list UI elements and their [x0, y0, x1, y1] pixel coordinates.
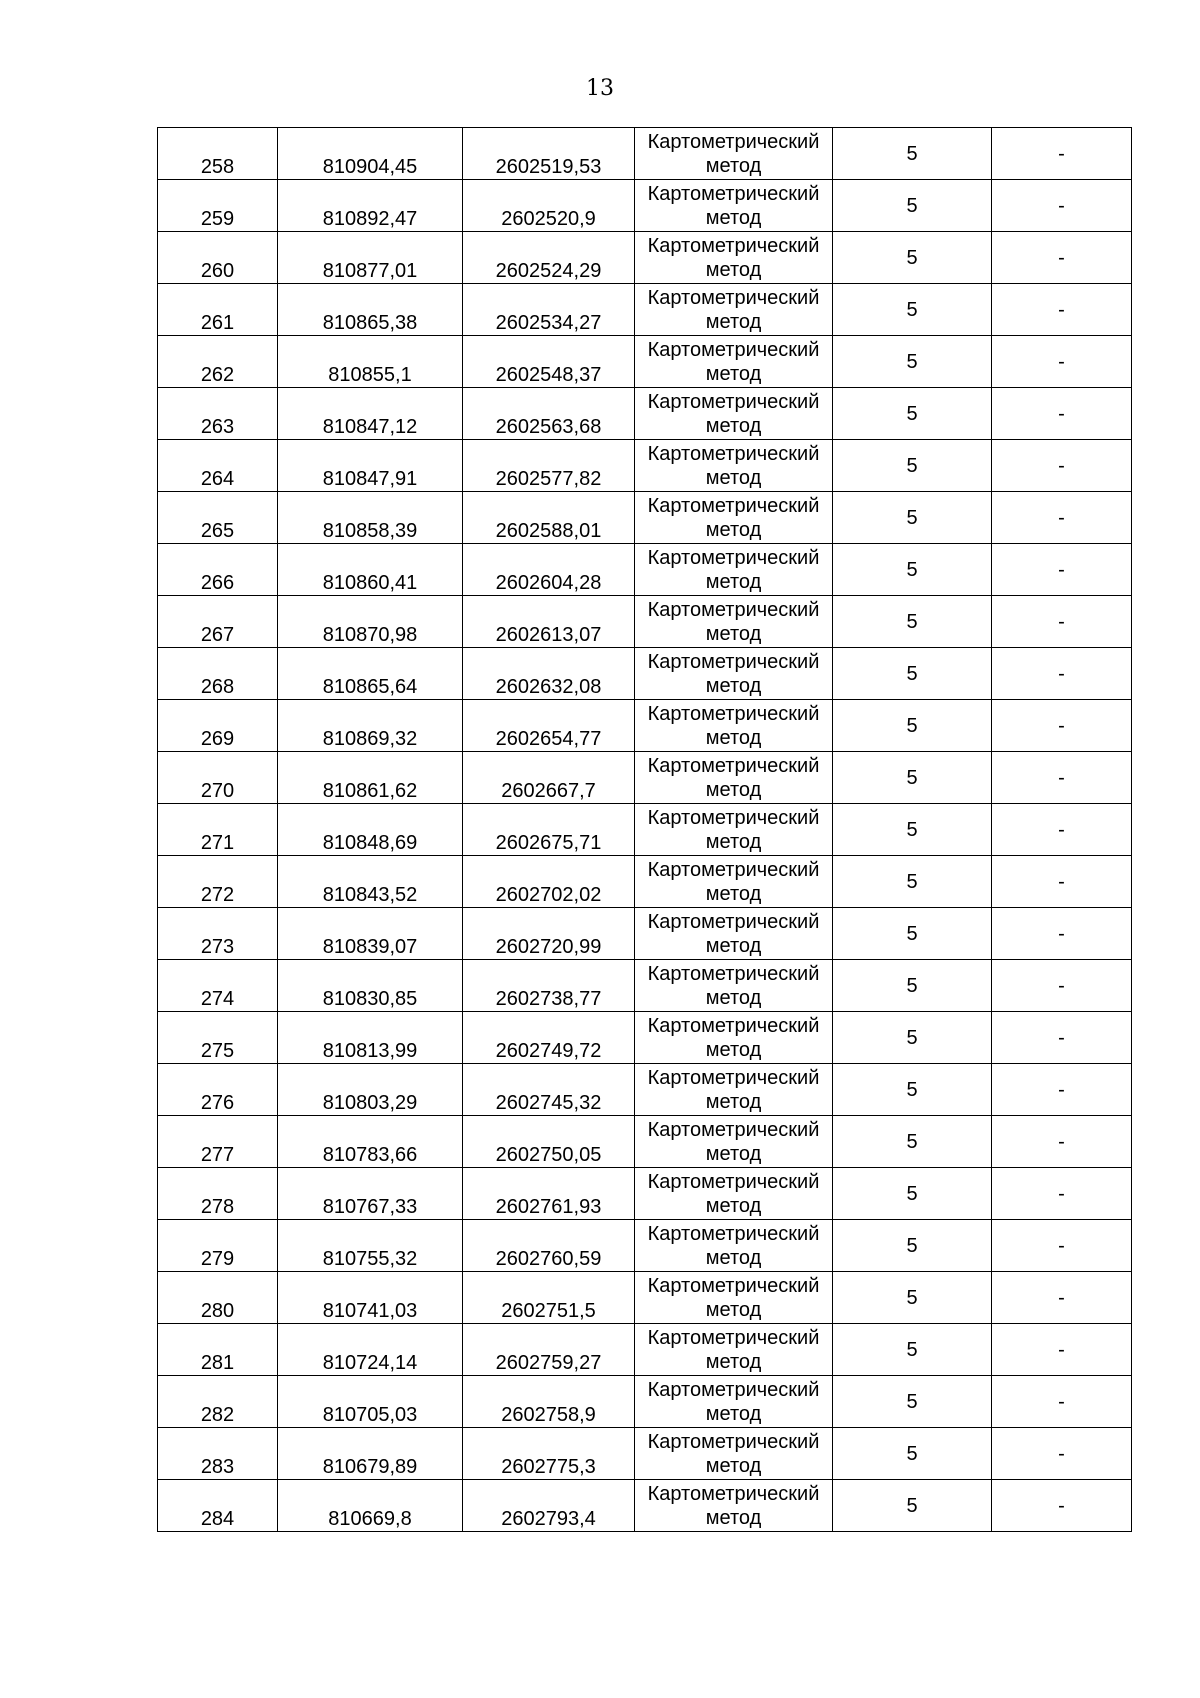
table-row: [158, 1324, 1132, 1376]
method-text: Картометрический: [647, 338, 820, 361]
accuracy-cell: 5: [833, 804, 992, 856]
y-coordinate-cell: 2602548,37: [463, 336, 635, 388]
description-cell: -: [992, 1376, 1132, 1428]
point-number-cell: 262: [158, 336, 278, 388]
description-cell: -: [992, 1428, 1132, 1480]
coordinates-table: [157, 127, 1132, 1532]
coordinates-table-body: [158, 128, 1132, 1532]
table-row: [158, 908, 1132, 960]
method-cell: [635, 1480, 833, 1532]
y-coordinate-cell: 2602751,5: [463, 1272, 635, 1324]
table-row: [158, 1168, 1132, 1220]
accuracy-cell: 5: [833, 1480, 992, 1532]
point-number-cell: 280: [158, 1272, 278, 1324]
description-cell: -: [992, 1064, 1132, 1116]
x-coordinate-cell: 810870,98: [278, 596, 463, 648]
accuracy-cell: 5: [833, 700, 992, 752]
accuracy-cell: 5: [833, 544, 992, 596]
point-number-cell: 272: [158, 856, 278, 908]
table-row: [158, 596, 1132, 648]
x-coordinate-cell: 810803,29: [278, 1064, 463, 1116]
x-coordinate-cell: 810869,32: [278, 700, 463, 752]
x-coordinate-cell: 810847,12: [278, 388, 463, 440]
point-number-cell: 278: [158, 1168, 278, 1220]
table-row: [158, 1064, 1132, 1116]
accuracy-cell: 5: [833, 1064, 992, 1116]
table-row: [158, 1272, 1132, 1324]
table-row: [158, 648, 1132, 700]
x-coordinate-cell: 810724,14: [278, 1324, 463, 1376]
method-text: Картометрический: [647, 130, 820, 153]
method-text: метод: [705, 258, 762, 281]
y-coordinate-cell: 2602758,9: [463, 1376, 635, 1428]
table-row: [158, 1012, 1132, 1064]
point-number-cell: 266: [158, 544, 278, 596]
method-text: метод: [705, 1038, 762, 1061]
method-text: Картометрический: [647, 1482, 820, 1505]
method-text: Картометрический: [647, 546, 820, 569]
y-coordinate-cell: 2602519,53: [463, 128, 635, 180]
method-cell: [635, 1064, 833, 1116]
description-cell: -: [992, 1272, 1132, 1324]
accuracy-cell: 5: [833, 1220, 992, 1272]
description-cell: -: [992, 544, 1132, 596]
point-number-cell: 264: [158, 440, 278, 492]
x-coordinate-cell: 810679,89: [278, 1428, 463, 1480]
method-text: Картометрический: [647, 494, 820, 517]
method-cell: [635, 1428, 833, 1480]
y-coordinate-cell: 2602761,93: [463, 1168, 635, 1220]
method-cell: [635, 492, 833, 544]
y-coordinate-cell: 2602675,71: [463, 804, 635, 856]
method-text: Картометрический: [647, 234, 820, 257]
x-coordinate-cell: 810865,38: [278, 284, 463, 336]
method-text: Картометрический: [647, 442, 820, 465]
point-number-cell: 282: [158, 1376, 278, 1428]
y-coordinate-cell: 2602760,59: [463, 1220, 635, 1272]
description-cell: -: [992, 492, 1132, 544]
point-number-cell: 263: [158, 388, 278, 440]
method-text: Картометрический: [647, 962, 820, 985]
table-row: [158, 232, 1132, 284]
method-text: метод: [705, 830, 762, 853]
accuracy-cell: 5: [833, 1324, 992, 1376]
description-cell: -: [992, 1324, 1132, 1376]
method-text: метод: [705, 1350, 762, 1373]
method-text: метод: [705, 934, 762, 957]
point-number-cell: 270: [158, 752, 278, 804]
description-cell: -: [992, 128, 1132, 180]
description-cell: -: [992, 1220, 1132, 1272]
accuracy-cell: 5: [833, 336, 992, 388]
method-cell: [635, 1376, 833, 1428]
x-coordinate-cell: 810705,03: [278, 1376, 463, 1428]
point-number-cell: 283: [158, 1428, 278, 1480]
method-text: метод: [705, 206, 762, 229]
x-coordinate-cell: 810839,07: [278, 908, 463, 960]
method-text: метод: [705, 674, 762, 697]
description-cell: -: [992, 336, 1132, 388]
method-cell: [635, 648, 833, 700]
y-coordinate-cell: 2602702,02: [463, 856, 635, 908]
y-coordinate-cell: 2602654,77: [463, 700, 635, 752]
method-text: Картометрический: [647, 858, 820, 881]
method-cell: [635, 908, 833, 960]
accuracy-cell: 5: [833, 1012, 992, 1064]
method-text: Картометрический: [647, 1014, 820, 1037]
method-cell: [635, 1116, 833, 1168]
x-coordinate-cell: 810861,62: [278, 752, 463, 804]
method-text: Картометрический: [647, 806, 820, 829]
method-text: Картометрический: [647, 1326, 820, 1349]
table-row: [158, 284, 1132, 336]
accuracy-cell: 5: [833, 908, 992, 960]
accuracy-cell: 5: [833, 752, 992, 804]
x-coordinate-cell: 810858,39: [278, 492, 463, 544]
y-coordinate-cell: 2602520,9: [463, 180, 635, 232]
description-cell: -: [992, 232, 1132, 284]
x-coordinate-cell: 810892,47: [278, 180, 463, 232]
accuracy-cell: 5: [833, 960, 992, 1012]
method-text: Картометрический: [647, 286, 820, 309]
x-coordinate-cell: 810755,32: [278, 1220, 463, 1272]
x-coordinate-cell: 810767,33: [278, 1168, 463, 1220]
method-text: метод: [705, 310, 762, 333]
y-coordinate-cell: 2602524,29: [463, 232, 635, 284]
y-coordinate-cell: 2602775,3: [463, 1428, 635, 1480]
method-text: метод: [705, 1142, 762, 1165]
point-number-cell: 271: [158, 804, 278, 856]
accuracy-cell: 5: [833, 648, 992, 700]
description-cell: -: [992, 804, 1132, 856]
method-cell: [635, 232, 833, 284]
accuracy-cell: 5: [833, 856, 992, 908]
accuracy-cell: 5: [833, 1428, 992, 1480]
table-row: [158, 804, 1132, 856]
point-number-cell: 277: [158, 1116, 278, 1168]
table-row: [158, 1428, 1132, 1480]
point-number-cell: 276: [158, 1064, 278, 1116]
accuracy-cell: 5: [833, 388, 992, 440]
method-cell: [635, 856, 833, 908]
table-row: [158, 1376, 1132, 1428]
description-cell: -: [992, 388, 1132, 440]
x-coordinate-cell: 810865,64: [278, 648, 463, 700]
method-cell: [635, 284, 833, 336]
method-text: метод: [705, 1506, 762, 1529]
description-cell: -: [992, 960, 1132, 1012]
x-coordinate-cell: 810904,45: [278, 128, 463, 180]
x-coordinate-cell: 810813,99: [278, 1012, 463, 1064]
method-text: Картометрический: [647, 182, 820, 205]
method-text: метод: [705, 466, 762, 489]
y-coordinate-cell: 2602738,77: [463, 960, 635, 1012]
point-number-cell: 267: [158, 596, 278, 648]
point-number-cell: 268: [158, 648, 278, 700]
table-row: [158, 1480, 1132, 1532]
method-cell: [635, 1012, 833, 1064]
table-row: [158, 752, 1132, 804]
method-cell: [635, 128, 833, 180]
point-number-cell: 284: [158, 1480, 278, 1532]
method-text: Картометрический: [647, 650, 820, 673]
description-cell: -: [992, 180, 1132, 232]
table-row: [158, 388, 1132, 440]
method-text: Картометрический: [647, 910, 820, 933]
method-text: метод: [705, 882, 762, 905]
y-coordinate-cell: 2602632,08: [463, 648, 635, 700]
x-coordinate-cell: 810848,69: [278, 804, 463, 856]
x-coordinate-cell: 810741,03: [278, 1272, 463, 1324]
point-number-cell: 275: [158, 1012, 278, 1064]
table-row: [158, 544, 1132, 596]
accuracy-cell: 5: [833, 1376, 992, 1428]
y-coordinate-cell: 2602720,99: [463, 908, 635, 960]
y-coordinate-cell: 2602613,07: [463, 596, 635, 648]
description-cell: -: [992, 284, 1132, 336]
method-text: Картометрический: [647, 1378, 820, 1401]
point-number-cell: 273: [158, 908, 278, 960]
method-text: Картометрический: [647, 754, 820, 777]
y-coordinate-cell: 2602563,68: [463, 388, 635, 440]
method-text: метод: [705, 414, 762, 437]
description-cell: -: [992, 1116, 1132, 1168]
method-text: Картометрический: [647, 1222, 820, 1245]
x-coordinate-cell: 810855,1: [278, 336, 463, 388]
point-number-cell: 281: [158, 1324, 278, 1376]
point-number-cell: 258: [158, 128, 278, 180]
method-text: Картометрический: [647, 1274, 820, 1297]
description-cell: -: [992, 908, 1132, 960]
accuracy-cell: 5: [833, 596, 992, 648]
description-cell: -: [992, 1168, 1132, 1220]
y-coordinate-cell: 2602667,7: [463, 752, 635, 804]
table-row: [158, 960, 1132, 1012]
accuracy-cell: 5: [833, 1272, 992, 1324]
accuracy-cell: 5: [833, 284, 992, 336]
method-cell: [635, 752, 833, 804]
accuracy-cell: 5: [833, 492, 992, 544]
method-text: метод: [705, 726, 762, 749]
description-cell: -: [992, 440, 1132, 492]
method-text: метод: [705, 778, 762, 801]
x-coordinate-cell: 810830,85: [278, 960, 463, 1012]
accuracy-cell: 5: [833, 128, 992, 180]
point-number-cell: 260: [158, 232, 278, 284]
table-row: [158, 856, 1132, 908]
description-cell: -: [992, 1480, 1132, 1532]
description-cell: -: [992, 648, 1132, 700]
y-coordinate-cell: 2602604,28: [463, 544, 635, 596]
method-text: Картометрический: [647, 598, 820, 621]
table-row: [158, 440, 1132, 492]
method-text: Картометрический: [647, 702, 820, 725]
point-number-cell: 261: [158, 284, 278, 336]
accuracy-cell: 5: [833, 232, 992, 284]
y-coordinate-cell: 2602749,72: [463, 1012, 635, 1064]
method-text: Картометрический: [647, 1066, 820, 1089]
method-text: метод: [705, 1090, 762, 1113]
method-text: Картометрический: [647, 1170, 820, 1193]
y-coordinate-cell: 2602759,27: [463, 1324, 635, 1376]
method-text: метод: [705, 1298, 762, 1321]
method-text: Картометрический: [647, 1118, 820, 1141]
y-coordinate-cell: 2602745,32: [463, 1064, 635, 1116]
method-cell: [635, 596, 833, 648]
method-text: метод: [705, 1194, 762, 1217]
description-cell: -: [992, 700, 1132, 752]
method-cell: [635, 1324, 833, 1376]
point-number-cell: 269: [158, 700, 278, 752]
method-cell: [635, 544, 833, 596]
x-coordinate-cell: 810783,66: [278, 1116, 463, 1168]
method-text: метод: [705, 1246, 762, 1269]
description-cell: -: [992, 596, 1132, 648]
method-text: метод: [705, 570, 762, 593]
table-row: [158, 492, 1132, 544]
page-number: 13: [586, 76, 614, 101]
method-cell: [635, 336, 833, 388]
point-number-cell: 265: [158, 492, 278, 544]
table-row: [158, 180, 1132, 232]
point-number-cell: 259: [158, 180, 278, 232]
method-cell: [635, 700, 833, 752]
method-text: метод: [705, 518, 762, 541]
point-number-cell: 279: [158, 1220, 278, 1272]
method-cell: [635, 440, 833, 492]
accuracy-cell: 5: [833, 180, 992, 232]
table-row: [158, 128, 1132, 180]
method-text: метод: [705, 1402, 762, 1425]
method-cell: [635, 1272, 833, 1324]
method-cell: [635, 180, 833, 232]
x-coordinate-cell: 810847,91: [278, 440, 463, 492]
table-row: [158, 1116, 1132, 1168]
y-coordinate-cell: 2602577,82: [463, 440, 635, 492]
table-row: [158, 336, 1132, 388]
table-row: [158, 1220, 1132, 1272]
method-cell: [635, 1220, 833, 1272]
table-row: [158, 700, 1132, 752]
method-cell: [635, 1168, 833, 1220]
description-cell: -: [992, 856, 1132, 908]
method-cell: [635, 960, 833, 1012]
y-coordinate-cell: 2602534,27: [463, 284, 635, 336]
method-text: метод: [705, 1454, 762, 1477]
x-coordinate-cell: 810669,8: [278, 1480, 463, 1532]
y-coordinate-cell: 2602793,4: [463, 1480, 635, 1532]
y-coordinate-cell: 2602750,05: [463, 1116, 635, 1168]
point-number-cell: 274: [158, 960, 278, 1012]
method-text: метод: [705, 362, 762, 385]
x-coordinate-cell: 810843,52: [278, 856, 463, 908]
method-text: метод: [705, 986, 762, 1009]
method-text: Картометрический: [647, 1430, 820, 1453]
method-text: метод: [705, 622, 762, 645]
method-text: Картометрический: [647, 390, 820, 413]
method-cell: [635, 804, 833, 856]
method-text: метод: [705, 154, 762, 177]
accuracy-cell: 5: [833, 440, 992, 492]
method-cell: [635, 388, 833, 440]
accuracy-cell: 5: [833, 1116, 992, 1168]
x-coordinate-cell: 810860,41: [278, 544, 463, 596]
description-cell: -: [992, 752, 1132, 804]
accuracy-cell: 5: [833, 1168, 992, 1220]
x-coordinate-cell: 810877,01: [278, 232, 463, 284]
y-coordinate-cell: 2602588,01: [463, 492, 635, 544]
description-cell: -: [992, 1012, 1132, 1064]
